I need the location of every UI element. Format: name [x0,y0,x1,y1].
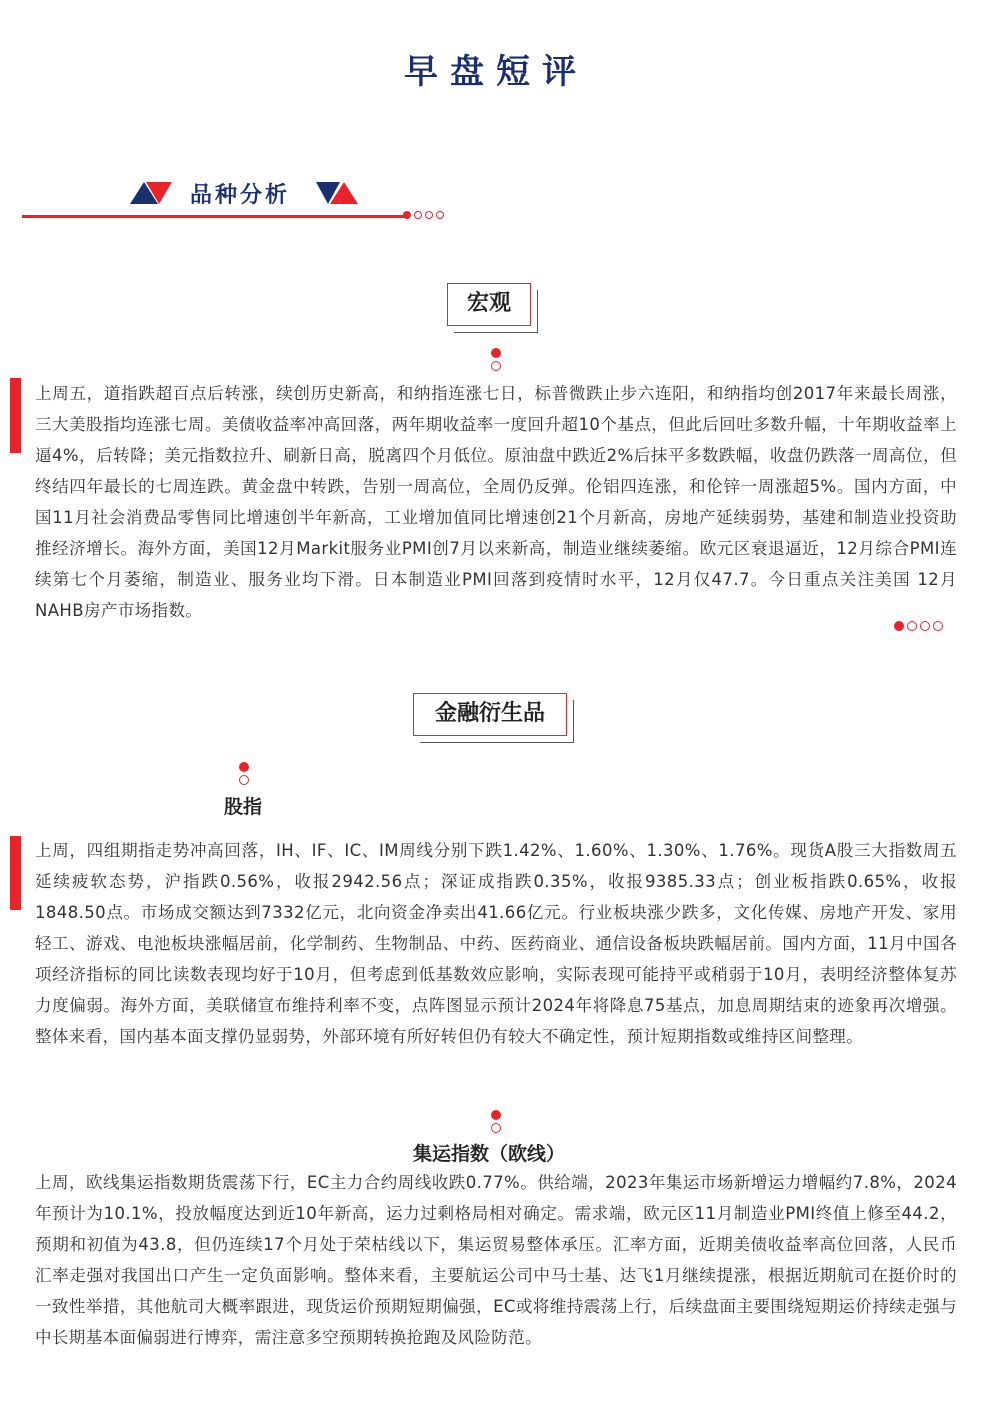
stock-index-paragraph: 上周，四组期指走势冲高回落，IH、IF、IC、IM周线分别下跌1.42%、1.60%、1.30%、1.76%。现货A股三大指数周五延续疲软态势，沪指跌0.56%，收报2942.56点；深证成指跌0.35%，收报9385.33点；创业板指跌0.65%，收报1848.50点。市场成交额达到7332亿元，北向资金净卖出41.66亿元。行业板块涨少跌多，文化传媒、房地产开发、家用轻工、游戏、电池板块涨幅居前，化学制药、生物制品、中药、医药商业、通信设备板块跌幅居前。国内方面，11月中国各项经济指标的同比读数表现均好于10月，但考虑到低基数效应影响，实际表现可能持平或稍弱于10月，表明经济整体复苏力度偏弱。海外方面，美联储宣布维持利率不变，点阵图显示预计2024年将降息75基点，加息周期结束的迹象再次增强。整体来看，国内基本面支撑仍显弱势，外部环境有所好转但仍有较大不确定性，预计短期指数或维持区间整理。 [35,841,957,1046]
triangle-logo-icon [130,182,172,204]
dots-decoration-icon [403,211,444,219]
section-header [22,172,467,224]
finance-heading-box [413,693,567,736]
dots-decoration-icon [491,1110,501,1133]
dots-decoration-icon [239,762,249,785]
paragraph-marker [10,836,21,910]
macro-paragraph: 上周五，道指跌超百点后转涨，续创历史新高，和纳指连涨七日，标普微跌止步六连阳，和纳指均创2017年来最长周涨，三大美股指均连涨七周。美债收益率冲高回落，两年期收益率一度回升超10个基点，但此后回吐多数升幅，十年期收益率上逼4%，后转降；美元指数拉升、刷新日高，脱离四个月低位。原油盘中跌近2%后抹平多数跌幅，收盘仍跌落一周高位，但终结四年最长的七周连跌。黄金盘中转跌，告别一周高位，全周仍反弹。伦铝四连涨，和伦锌一周涨超5%。国内方面，中国11月社会消费品零售同比增速创半年新高，工业增加值同比增速创21个月新高，房地产延续弱势，基建和制造业投资助推经济增长。海外方面，美国12月Markit服务业PMI创7月以来新高，制造业继续萎缩。欧元区衰退逼近，12月综合PMI连续第七个月萎缩，制造业、服务业均下滑。日本制造业PMI回落到疫情时水平，12月仅47.7。今日重点关注美国 12月NAHB房产市场指数。 [35,384,957,620]
section-divider [22,215,407,218]
container-index-paragraph: 上周，欧线集运指数期货震荡下行，EC主力合约周线收跌0.77%。供给端，2023年集运市场新增运力增幅约7.8%，2024年预计为10.1%，投放幅度达到近10年新高，运力过剩格局相对确定。需求端，欧元区11月制造业PMI终值上修至44.2，预期和初值为43.8，但仍连续17个月处于荣枯线以下，集运贸易整体承压。汇率方面，近期美债收益率高位回落，人民币汇率走强对我国出口产生一定负面影响。整体来看，主要航运公司中马士基、达飞1月继续提涨，根据近期航司在挺价时的一致性举措，其他航司大概率跟进，现货运价预期短期偏强，EC或将维持震荡上行，后续盘面主要围绕短期运价持续走强与中长期基本面偏弱进行博弈，需注意多空预期转换抢跑及风险防范。 [35,1173,957,1347]
paragraph-marker [10,378,21,453]
container-index-heading: 集运指数（欧线） [413,1143,566,1165]
triangle-logo-icon [316,182,358,204]
macro-heading-box [447,283,531,326]
section-title: 品种分析 [190,183,291,208]
dots-decoration-icon [894,621,943,631]
macro-heading: 宏观 [447,283,531,326]
stock-index-heading: 股指 [224,796,263,818]
dots-decoration-icon [491,348,501,371]
finance-heading: 金融衍生品 [413,693,567,736]
page-title: 早盘短评 [404,52,588,92]
